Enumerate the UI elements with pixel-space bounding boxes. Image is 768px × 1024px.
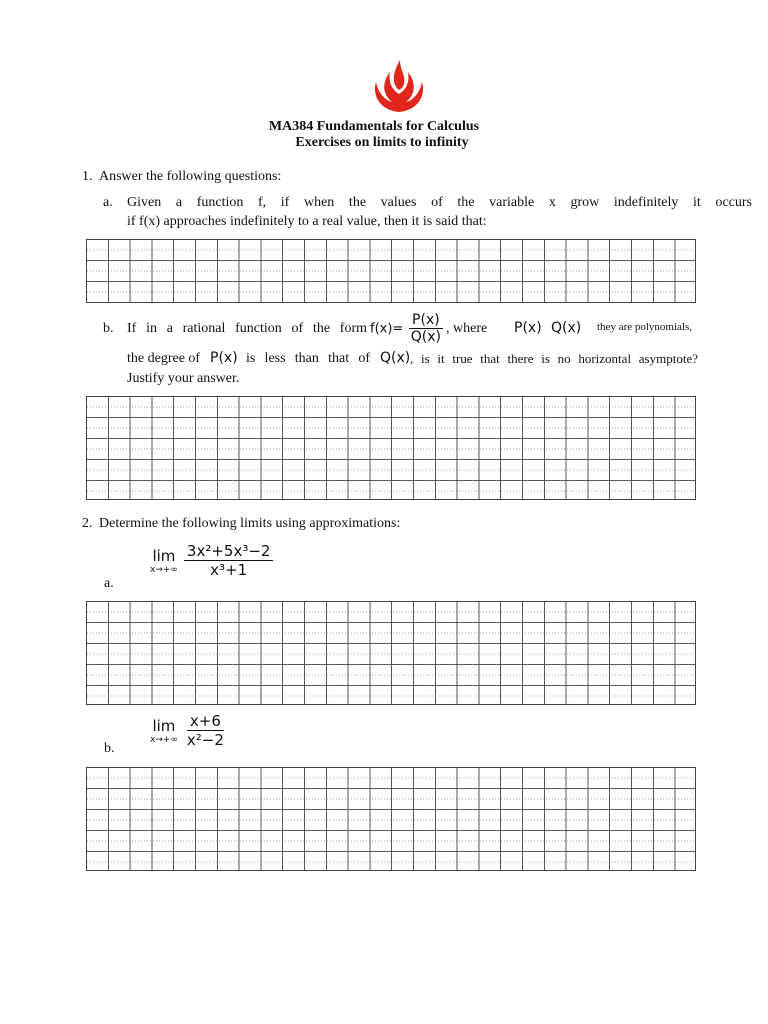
q1b-f-label: f(x)= (370, 321, 404, 337)
q2-text: Determine the following limits using approximations: (99, 516, 401, 531)
q2a-frac-num: 3x²+5x³−2 (184, 542, 274, 561)
q2b-limit (150, 712, 227, 749)
q1b-letter: b. (103, 321, 114, 336)
q2a-frac-den: x³+1 (210, 561, 248, 579)
q2b-lim-sub: x→+∞ (150, 734, 178, 745)
q2a-letter: a. (104, 576, 114, 591)
q1b-are-poly: they are polynomials, (597, 321, 693, 333)
q1b-line1: If in a rational function of the form (127, 321, 367, 336)
q1a-letter: a. (103, 195, 113, 210)
answer-grid-2a[interactable] (86, 601, 696, 705)
q1b-formula (370, 312, 444, 345)
q2-number: 2. (82, 516, 93, 531)
q2a-lim-sub: x→+∞ (150, 564, 178, 575)
answer-grid-1a[interactable] (86, 239, 696, 303)
answer-grid-1b[interactable] (86, 396, 696, 500)
q2a-limit (150, 542, 273, 579)
q2b-lim-operator (150, 717, 178, 745)
q2b-fraction (184, 712, 227, 749)
q1b-qx: Q(x) (551, 320, 582, 336)
q2a-lim-operator (150, 547, 178, 575)
q2b-lim-text: lim (152, 716, 176, 735)
q1b-line2-qx: Q(x) (380, 350, 411, 366)
q1a-line2: if f(x) approaches indefinitely to a real value, then it is said that: (127, 214, 487, 229)
answer-grid-2b[interactable] (86, 767, 696, 871)
q2a-fraction (184, 542, 274, 579)
q1b-frac-num: P(x) (409, 312, 443, 329)
upc-flame-logo-icon (370, 56, 428, 114)
q1b-fraction (408, 312, 444, 345)
q1-text: Answer the following questions: (99, 169, 282, 184)
q1b-line3: Justify your answer. (127, 371, 240, 386)
q1b-line2-mid: is less than that of (246, 351, 370, 366)
q1b-line2-end: , is it true that there is no horizontal asymptote? (410, 351, 698, 366)
q1b-px: P(x) (514, 320, 542, 336)
q1b-where: , where (446, 321, 488, 336)
q1a-line1: Given a function f, if when the values of the variable x grow indefinitely it occurs (127, 195, 752, 210)
q1b-frac-den: Q(x) (410, 329, 441, 345)
q1b-line2-px: P(x) (210, 350, 238, 366)
page-subtitle: Exercises on limits to infinity (295, 135, 469, 150)
q2a-lim-text: lim (152, 546, 176, 565)
q2b-frac-den: x²−2 (186, 731, 224, 749)
q1-number: 1. (82, 169, 93, 184)
q2b-frac-num: x+6 (187, 712, 224, 731)
q1b-line2-start: the degree of (127, 351, 201, 366)
course-title: MA384 Fundamentals for Calculus (268, 119, 480, 134)
q2b-letter: b. (104, 741, 115, 756)
